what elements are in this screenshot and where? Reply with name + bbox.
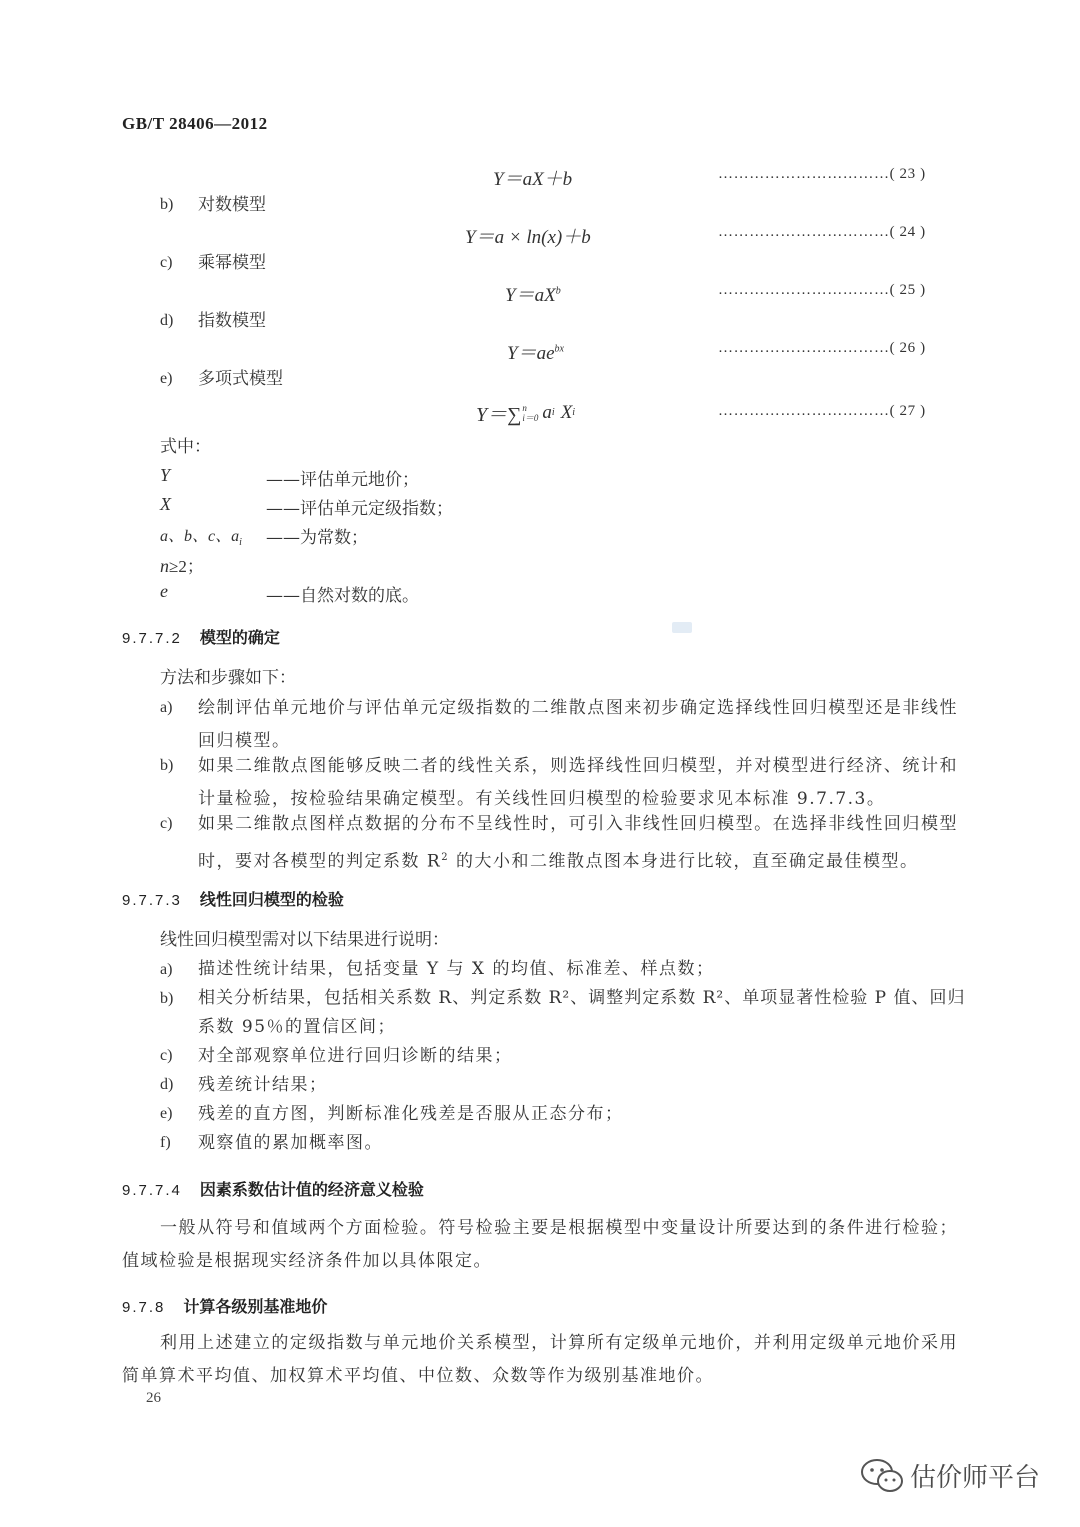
section-978-text: 利用上述建立的定级指数与单元地价关系模型，计算所有定级单元地价，并利用定级单元地价采用简单算术平均值、加权算术平均值、中位数、众数等作为级别基准地价。	[122, 1333, 958, 1386]
power-model-label: 乘幂模型	[198, 253, 266, 273]
var-Y-desc: ——评估单元地价；	[266, 470, 419, 490]
equation-number-25: ……………………………( 25 )	[718, 282, 926, 298]
var-Y: Y	[160, 465, 171, 485]
list-label-e3: e)	[160, 1105, 173, 1122]
var-X-desc: ——评估单元定级指数；	[266, 499, 453, 519]
equation-number-27: ……………………………( 27 )	[718, 403, 926, 419]
list-label-f3: f)	[160, 1134, 171, 1151]
section-9773-heading: 9.7.7.3 线性回归模型的检验	[122, 890, 344, 909]
brand-name: 估价师平台	[910, 1463, 1041, 1493]
wechat-icon	[860, 1458, 904, 1494]
brand-watermark	[860, 1457, 1040, 1494]
list-label-c3: c)	[160, 1047, 173, 1064]
section-9773-item-e: 残差的直方图，判断标准化残差是否服从正态分布；	[198, 1104, 624, 1124]
equation-27: Y＝∑ n i＝0 a i X i	[476, 401, 576, 426]
poly-model-label: 多项式模型	[198, 369, 283, 389]
var-constants-desc: ——为常数；	[266, 528, 368, 548]
section-9774-text: 一般从符号和值域两个方面检验。符号检验主要是根据模型中变量设计所要达到的条件进行检验；值域检验是根据现实经济条件加以具体限定。	[122, 1218, 958, 1271]
section-9772-item-c: 如果二维散点图样点数据的分布不呈线性时，可引入非线性回归模型。在选择非线性回归模型时，要对各模型的判定系数 $R^2$ 的大小和二维散点图本身进行比较，直至确定最佳模型。	[198, 814, 958, 872]
section-9772-heading: 9.7.7.2 模型的确定	[122, 628, 280, 647]
section-9774-heading: 9.7.7.4 因素系数估计值的经济意义检验	[122, 1180, 424, 1199]
section-9773-item-f: 观察值的累加概率图。	[198, 1133, 383, 1153]
equation-24: Y＝a × ln(x)＋b	[465, 227, 591, 248]
equation-number-24: ……………………………( 24 )	[718, 224, 926, 240]
where-title: 式中：	[160, 437, 211, 457]
list-label-a3: a)	[160, 961, 173, 978]
list-label-d: d)	[160, 312, 174, 329]
equation-25: $Y=aX^b$	[505, 285, 561, 306]
section-9773-item-d: 残差统计结果；	[198, 1075, 328, 1095]
list-label-b: b)	[160, 196, 174, 213]
watermark-mark	[672, 622, 692, 633]
section-9772-item-b: 如果二维散点图能够反映二者的线性关系，则选择线性回归模型，并对模型进行经济、统计和计量检验，按检验结果确定模型。有关线性回归模型的检验要求见本标准 9.7.7.3。	[198, 756, 958, 809]
equation-number-23: ……………………………( 23 )	[718, 166, 926, 182]
section-9772-intro: 方法和步骤如下：	[160, 668, 296, 688]
exp-model-label: 指数模型	[198, 311, 266, 331]
section-9773-item-a: 描述性统计结果，包括变量 Y 与 X 的均值、标准差、样点数；	[198, 959, 715, 979]
list-label-d3: d)	[160, 1076, 174, 1093]
list-label-c2: c)	[160, 815, 173, 832]
section-9773-intro: 线性回归模型需对以下结果进行说明：	[160, 930, 449, 950]
equation-26: $Y=ae^{bx}$	[507, 343, 564, 364]
standard-number: GB/T 28406—2012	[122, 114, 268, 133]
var-X: X	[160, 494, 171, 514]
section-9773-item-c: 对全部观察单位进行回归诊断的结果；	[198, 1046, 513, 1066]
var-constants: a、b、c、$a_i$	[160, 528, 242, 549]
page-number: 26	[146, 1390, 161, 1406]
list-label-a: a)	[160, 699, 173, 716]
equation-23: Y＝aX＋b	[493, 169, 573, 190]
section-9773-item-b-line2: 系数 95％的置信区间；	[198, 1017, 397, 1037]
list-label-c: c)	[160, 254, 173, 271]
section-9772-item-a: 绘制评估单元地价与评估单元定级指数的二维散点图来初步确定选择线性回归模型还是非线性回归模型。	[198, 698, 958, 751]
equation-number-26: ……………………………( 26 )	[718, 340, 926, 356]
list-label-b2: b)	[160, 757, 174, 774]
section-978-heading: 9.7.8 计算各级别基准地价	[122, 1297, 328, 1316]
section-9773-item-b-line1: 相关分析结果，包括相关系数 R、判定系数 R²、调整判定系数 R²、单项显著性检验 P 值、回归	[198, 988, 966, 1008]
list-label-e: e)	[160, 370, 173, 387]
var-e: e	[160, 581, 168, 601]
list-label-b3: b)	[160, 990, 174, 1007]
var-e-desc: ——自然对数的底。	[266, 586, 419, 606]
var-n: n≥2；	[160, 556, 204, 576]
log-model-label: 对数模型	[198, 195, 266, 215]
